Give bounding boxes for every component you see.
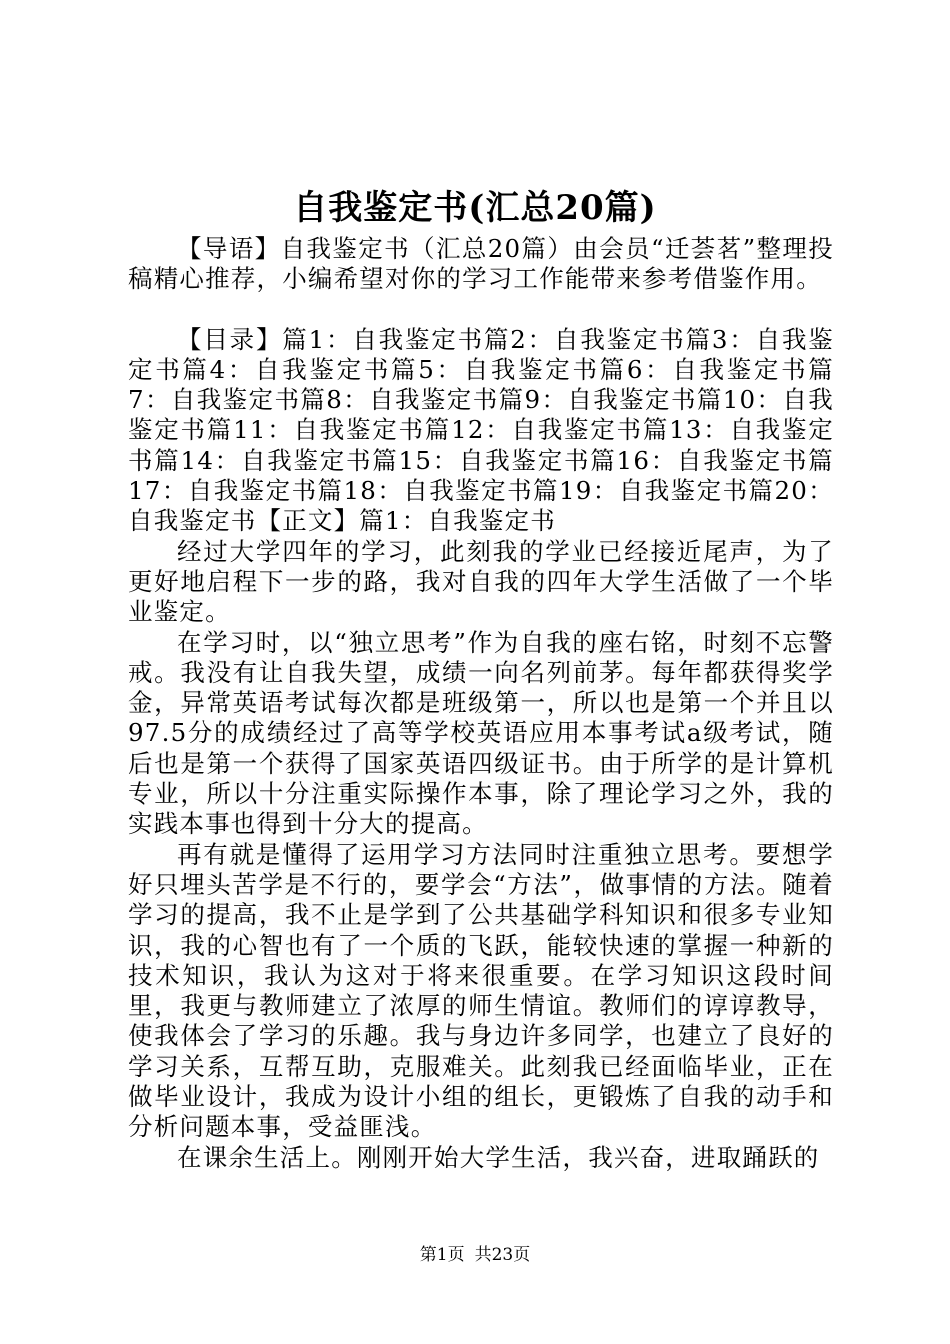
document-title: 自我鉴定书(汇总20篇)	[293, 188, 657, 228]
document-body	[128, 234, 834, 1173]
body-paragraph-1: 经过大学四年的学习，此刻我的学业已经接近尾声，为了更好地启程下一步的路，我对自我的四年大学生活做了一个毕业鉴定。	[128, 536, 834, 627]
toc-paragraph: 【目录】篇1：自我鉴定书篇2：自我鉴定书篇3：自我鉴定书篇4：自我鉴定书篇5：自我鉴定书篇6：自我鉴定书篇7：自我鉴定书篇8：自我鉴定书篇9：自我鉴定书篇10：自我鉴定书篇11：自我鉴定书篇12：自我鉴定书篇13：自我鉴定书篇14：自我鉴定书篇15：自我鉴定书篇16：自我鉴定书篇17：自我鉴定书篇18：自我鉴定书篇19：自我鉴定书篇20：自我鉴定书【正文】篇1：自我鉴定书	[128, 324, 834, 536]
intro-paragraph: 【导语】自我鉴定书（汇总20篇）由会员“迁荟茗”整理投稿精心推荐，小编希望对你的学习工作能带来参考借鉴作用。	[128, 234, 834, 294]
page-number: 第1页	[419, 1245, 465, 1265]
page-footer	[0, 1243, 950, 1267]
body-paragraph-4: 在课余生活上。刚刚开始大学生活，我兴奋，进取踊跃的	[177, 1142, 820, 1172]
body-paragraph-2: 在学习时，以“独立思考”作为自我的座右铭，时刻不忘警戒。我没有让自我失望，成绩一向名列前茅。每年都获得奖学金，异常英语考试每次都是班级第一，所以也是第一个并且以97.5分的成绩经过了高等学校英语应用本事考试a级考试，随后也是第一个获得了国家英语四级证书。由于所学的是计算机专业，所以十分注重实际操作本事，除了理论学习之外，我的实践本事也得到十分大的提高。	[128, 627, 834, 839]
page-total: 共23页	[474, 1245, 531, 1265]
body-paragraph-3: 再有就是懂得了运用学习方法同时注重独立思考。要想学好只埋头苦学是不行的，要学会“方法”，做事情的方法。随着学习的提高，我不止是学到了公共基础学科知识和很多专业知识，我的心智也有了一个质的飞跃，能较快速的掌握一种新的技术知识，我认为这对于将来很重要。在学习知识这段时间里，我更与教师建立了浓厚的师生情谊。教师们的谆谆教导，使我体会了学习的乐趣。我与身边许多同学，也建立了良好的学习关系，互帮互助，克服难关。此刻我已经面临毕业，正在做毕业设计，我成为设计小组的组长，更锻炼了自我的动手和分析问题本事，受益匪浅。	[128, 839, 834, 1142]
paragraph-gap	[128, 295, 834, 325]
